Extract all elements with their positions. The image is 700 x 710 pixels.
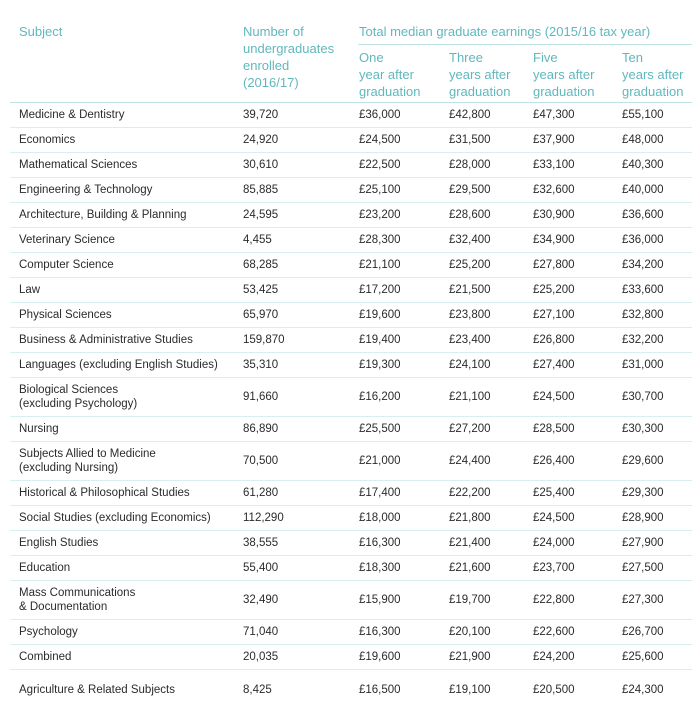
enrolled-count-cell: 71,040: [243, 626, 279, 638]
enrolled-count-cell: 68,285: [243, 259, 279, 271]
earnings-three-years-cell: £27,200: [449, 423, 491, 435]
earnings-ten-years-cell: £55,100: [622, 109, 664, 121]
enrolled-count-cell: 70,500: [243, 455, 279, 467]
table-row: [10, 481, 692, 506]
earnings-ten-years-cell: £33,600: [622, 284, 664, 296]
subject-name: Law: [19, 284, 41, 296]
earnings-three-years-cell: £19,700: [449, 594, 491, 606]
header-col-line: years after: [533, 67, 595, 82]
earnings-five-years-cell: £25,200: [533, 284, 575, 296]
table-row: [10, 353, 692, 378]
earnings-five-years-cell: £22,600: [533, 626, 575, 638]
earnings-one-year-cell: £25,100: [359, 184, 401, 196]
earnings-one-year-cell: £25,500: [359, 423, 401, 435]
header-number-line: undergraduates: [243, 41, 335, 56]
subject-name: Computer Science: [19, 259, 114, 271]
earnings-ten-years-cell: £27,900: [622, 537, 664, 549]
header-divider: [358, 44, 692, 45]
table-row: [10, 228, 692, 253]
header-col-line: Five: [533, 50, 558, 65]
earnings-three-years-cell: £22,200: [449, 487, 491, 499]
earnings-ten-years-cell: £29,600: [622, 455, 664, 467]
subject-cell: [10, 561, 243, 575]
earnings-three-years-cell: £24,400: [449, 455, 491, 467]
earnings-three-years-cell: £19,100: [449, 684, 491, 696]
earnings-five-years-cell: £24,500: [533, 391, 575, 403]
subject-cell: [10, 333, 243, 347]
subject-name-continued: (excluding Psychology): [19, 398, 138, 410]
header-five-years: [533, 49, 619, 100]
table-row: [10, 417, 692, 442]
earnings-one-year-cell: £16,200: [359, 391, 401, 403]
earnings-three-years-cell: £28,600: [449, 209, 491, 221]
earnings-one-year-cell: £15,900: [359, 594, 401, 606]
enrolled-count-cell: 24,595: [243, 209, 279, 221]
earnings-ten-years-cell: £40,300: [622, 159, 664, 171]
subject-name: Physical Sciences: [19, 309, 112, 321]
earnings-three-years-cell: £21,100: [449, 391, 491, 403]
subject-name: Psychology: [19, 626, 78, 638]
earnings-five-years-cell: £24,200: [533, 651, 575, 663]
table-row: [10, 581, 692, 620]
earnings-three-years-cell: £42,800: [449, 109, 491, 121]
enrolled-count-cell: 61,280: [243, 487, 279, 499]
earnings-ten-years-cell: £34,200: [622, 259, 664, 271]
enrolled-count-cell: 112,290: [243, 512, 284, 524]
earnings-one-year-cell: £16,300: [359, 626, 401, 638]
header-total-earnings: Total median graduate earnings (2015/16 tax year): [359, 24, 651, 39]
subject-cell: [10, 183, 243, 197]
subject-name: Mass Communications: [19, 587, 136, 599]
table-row: [10, 178, 692, 203]
earnings-one-year-cell: £21,100: [359, 259, 401, 271]
earnings-five-years-cell: £26,800: [533, 334, 575, 346]
subject-name: Historical & Philosophical Studies: [19, 487, 190, 499]
enrolled-count-cell: 39,720: [243, 109, 279, 121]
subject-cell: [10, 358, 243, 372]
earnings-five-years-cell: £24,000: [533, 537, 575, 549]
earnings-one-year-cell: £21,000: [359, 455, 401, 467]
enrolled-count-cell: 24,920: [243, 134, 279, 146]
earnings-ten-years-cell: £48,000: [622, 134, 664, 146]
subject-name: Economics: [19, 134, 76, 146]
earnings-three-years-cell: £21,800: [449, 512, 491, 524]
subject-cell: [10, 308, 243, 322]
enrolled-count-cell: 4,455: [243, 234, 272, 246]
enrolled-count-cell: 85,885: [243, 184, 279, 196]
subject-name: Nursing: [19, 423, 59, 435]
table-row: [10, 103, 692, 128]
header-col-line: graduation: [449, 84, 511, 99]
earnings-five-years-cell: £30,900: [533, 209, 575, 221]
earnings-three-years-cell: £25,200: [449, 259, 491, 271]
subject-name: Architecture, Building & Planning: [19, 209, 187, 221]
earnings-one-year-cell: £16,500: [359, 684, 401, 696]
header-col-line: graduation: [533, 84, 595, 99]
table-row: [10, 278, 692, 303]
subject-name: Biological Sciences: [19, 384, 119, 396]
earnings-ten-years-cell: £25,600: [622, 651, 664, 663]
earnings-five-years-cell: £27,100: [533, 309, 575, 321]
enrolled-count-cell: 38,555: [243, 537, 279, 549]
header-col-line: years after: [622, 67, 684, 82]
earnings-one-year-cell: £18,300: [359, 562, 401, 574]
earnings-three-years-cell: £31,500: [449, 134, 491, 146]
subject-cell: [10, 158, 243, 172]
enrolled-count-cell: 86,890: [243, 423, 279, 435]
subject-cell: [10, 625, 243, 639]
subject-cell: [10, 108, 243, 122]
subject-name: Mathematical Sciences: [19, 159, 138, 171]
header-col-line: graduation: [359, 84, 421, 99]
header-subject: Subject: [19, 24, 63, 39]
earnings-ten-years-cell: £24,300: [622, 684, 664, 696]
subject-name: Social Studies (excluding Economics): [19, 512, 211, 524]
table-row: [10, 531, 692, 556]
table-row: [10, 303, 692, 328]
subject-cell: [10, 683, 243, 697]
subject-cell: [10, 233, 243, 247]
earnings-three-years-cell: £21,500: [449, 284, 491, 296]
earnings-three-years-cell: £21,600: [449, 562, 491, 574]
earnings-three-years-cell: £23,400: [449, 334, 491, 346]
earnings-five-years-cell: £26,400: [533, 455, 575, 467]
subject-cell: [10, 650, 243, 664]
earnings-ten-years-cell: £26,700: [622, 626, 664, 638]
subject-name: Veterinary Science: [19, 234, 115, 246]
header-number-line: Number of: [243, 24, 304, 39]
earnings-one-year-cell: £28,300: [359, 234, 401, 246]
table-row: [10, 620, 692, 645]
table-row: [10, 128, 692, 153]
earnings-ten-years-cell: £36,000: [622, 234, 664, 246]
earnings-five-years-cell: £22,800: [533, 594, 575, 606]
earnings-five-years-cell: £27,800: [533, 259, 575, 271]
header-col-line: years after: [449, 67, 511, 82]
header-ten-years: [622, 49, 700, 100]
earnings-ten-years-cell: £32,800: [622, 309, 664, 321]
earnings-five-years-cell: £28,500: [533, 423, 575, 435]
subject-name-continued: (excluding Nursing): [19, 462, 119, 474]
enrolled-count-cell: 91,660: [243, 391, 279, 403]
table-row: [10, 442, 692, 481]
subject-cell: [10, 208, 243, 222]
subject-name: Languages (excluding English Studies): [19, 359, 218, 371]
table-row: [10, 506, 692, 531]
subject-name-continued: & Documentation: [19, 601, 108, 613]
earnings-ten-years-cell: £36,600: [622, 209, 664, 221]
table-row: [10, 253, 692, 278]
earnings-three-years-cell: £29,500: [449, 184, 491, 196]
earnings-one-year-cell: £17,400: [359, 487, 401, 499]
enrolled-count-cell: 32,490: [243, 594, 279, 606]
earnings-one-year-cell: £22,500: [359, 159, 401, 171]
earnings-five-years-cell: £32,600: [533, 184, 575, 196]
enrolled-count-cell: 35,310: [243, 359, 279, 371]
header-col-line: Three: [449, 50, 483, 65]
subject-cell: [10, 133, 243, 147]
subject-name: Engineering & Technology: [19, 184, 153, 196]
earnings-five-years-cell: £34,900: [533, 234, 575, 246]
earnings-three-years-cell: £32,400: [449, 234, 491, 246]
enrolled-count-cell: 65,970: [243, 309, 279, 321]
subject-cell: [10, 422, 243, 436]
table-body: [10, 103, 692, 710]
earnings-five-years-cell: £37,900: [533, 134, 575, 146]
subject-name: Business & Administrative Studies: [19, 334, 193, 346]
subject-cell: [10, 283, 243, 297]
subject-cell: [10, 536, 243, 550]
earnings-three-years-cell: £21,400: [449, 537, 491, 549]
earnings-one-year-cell: £18,000: [359, 512, 401, 524]
earnings-one-year-cell: £23,200: [359, 209, 401, 221]
header-col-line: graduation: [622, 84, 684, 99]
earnings-ten-years-cell: £32,200: [622, 334, 664, 346]
subject-name: Education: [19, 562, 71, 574]
subject-name: Combined: [19, 651, 72, 663]
subject-cell: [10, 258, 243, 272]
table-row: [10, 153, 692, 178]
earnings-three-years-cell: £20,100: [449, 626, 491, 638]
header-one-year: [359, 49, 445, 100]
earnings-five-years-cell: £23,700: [533, 562, 575, 574]
earnings-five-years-cell: £27,400: [533, 359, 575, 371]
enrolled-count-cell: 8,425: [243, 684, 272, 696]
earnings-five-years-cell: £33,100: [533, 159, 575, 171]
header-number-enrolled: [243, 23, 353, 91]
table-row: [10, 328, 692, 353]
header-col-line: Ten: [622, 50, 643, 65]
enrolled-count-cell: 53,425: [243, 284, 279, 296]
table-row: [10, 645, 692, 670]
earnings-one-year-cell: £24,500: [359, 134, 401, 146]
header-number-line: enrolled: [243, 58, 290, 73]
earnings-ten-years-cell: £29,300: [622, 487, 664, 499]
earnings-three-years-cell: £28,000: [449, 159, 491, 171]
subject-cell: [10, 586, 243, 614]
earnings-one-year-cell: £36,000: [359, 109, 401, 121]
earnings-one-year-cell: £19,400: [359, 334, 401, 346]
table-row: [10, 670, 692, 710]
earnings-one-year-cell: £19,600: [359, 309, 401, 321]
earnings-one-year-cell: £16,300: [359, 537, 401, 549]
earnings-ten-years-cell: £27,500: [622, 562, 664, 574]
earnings-ten-years-cell: £31,000: [622, 359, 664, 371]
subject-cell: [10, 447, 243, 475]
subject-cell: [10, 486, 243, 500]
header-col-line: One: [359, 50, 384, 65]
earnings-one-year-cell: £19,300: [359, 359, 401, 371]
table-row: [10, 378, 692, 417]
enrolled-count-cell: 159,870: [243, 334, 285, 346]
subject-cell: [10, 511, 243, 525]
subject-name: Medicine & Dentistry: [19, 109, 125, 121]
earnings-five-years-cell: £47,300: [533, 109, 575, 121]
earnings-five-years-cell: £25,400: [533, 487, 575, 499]
earnings-ten-years-cell: £28,900: [622, 512, 664, 524]
earnings-three-years-cell: £24,100: [449, 359, 491, 371]
earnings-ten-years-cell: £27,300: [622, 594, 664, 606]
header-three-years: [449, 49, 535, 100]
earnings-three-years-cell: £23,800: [449, 309, 491, 321]
earnings-ten-years-cell: £30,300: [622, 423, 664, 435]
earnings-ten-years-cell: £40,000: [622, 184, 664, 196]
earnings-ten-years-cell: £30,700: [622, 391, 664, 403]
subject-name: English Studies: [19, 537, 99, 549]
enrolled-count-cell: 30,610: [243, 159, 279, 171]
enrolled-count-cell: 55,400: [243, 562, 279, 574]
earnings-one-year-cell: £17,200: [359, 284, 401, 296]
subject-name: Agriculture & Related Subjects: [19, 684, 175, 696]
earnings-three-years-cell: £21,900: [449, 651, 491, 663]
subject-cell: [10, 383, 243, 411]
table-row: [10, 203, 692, 228]
earnings-five-years-cell: £24,500: [533, 512, 575, 524]
subject-name: Subjects Allied to Medicine: [19, 448, 156, 460]
header-number-line: (2016/17): [243, 75, 299, 90]
enrolled-count-cell: 20,035: [243, 651, 279, 663]
header-col-line: year after: [359, 67, 414, 82]
earnings-one-year-cell: £19,600: [359, 651, 401, 663]
earnings-five-years-cell: £20,500: [533, 684, 575, 696]
table-row: [10, 556, 692, 581]
